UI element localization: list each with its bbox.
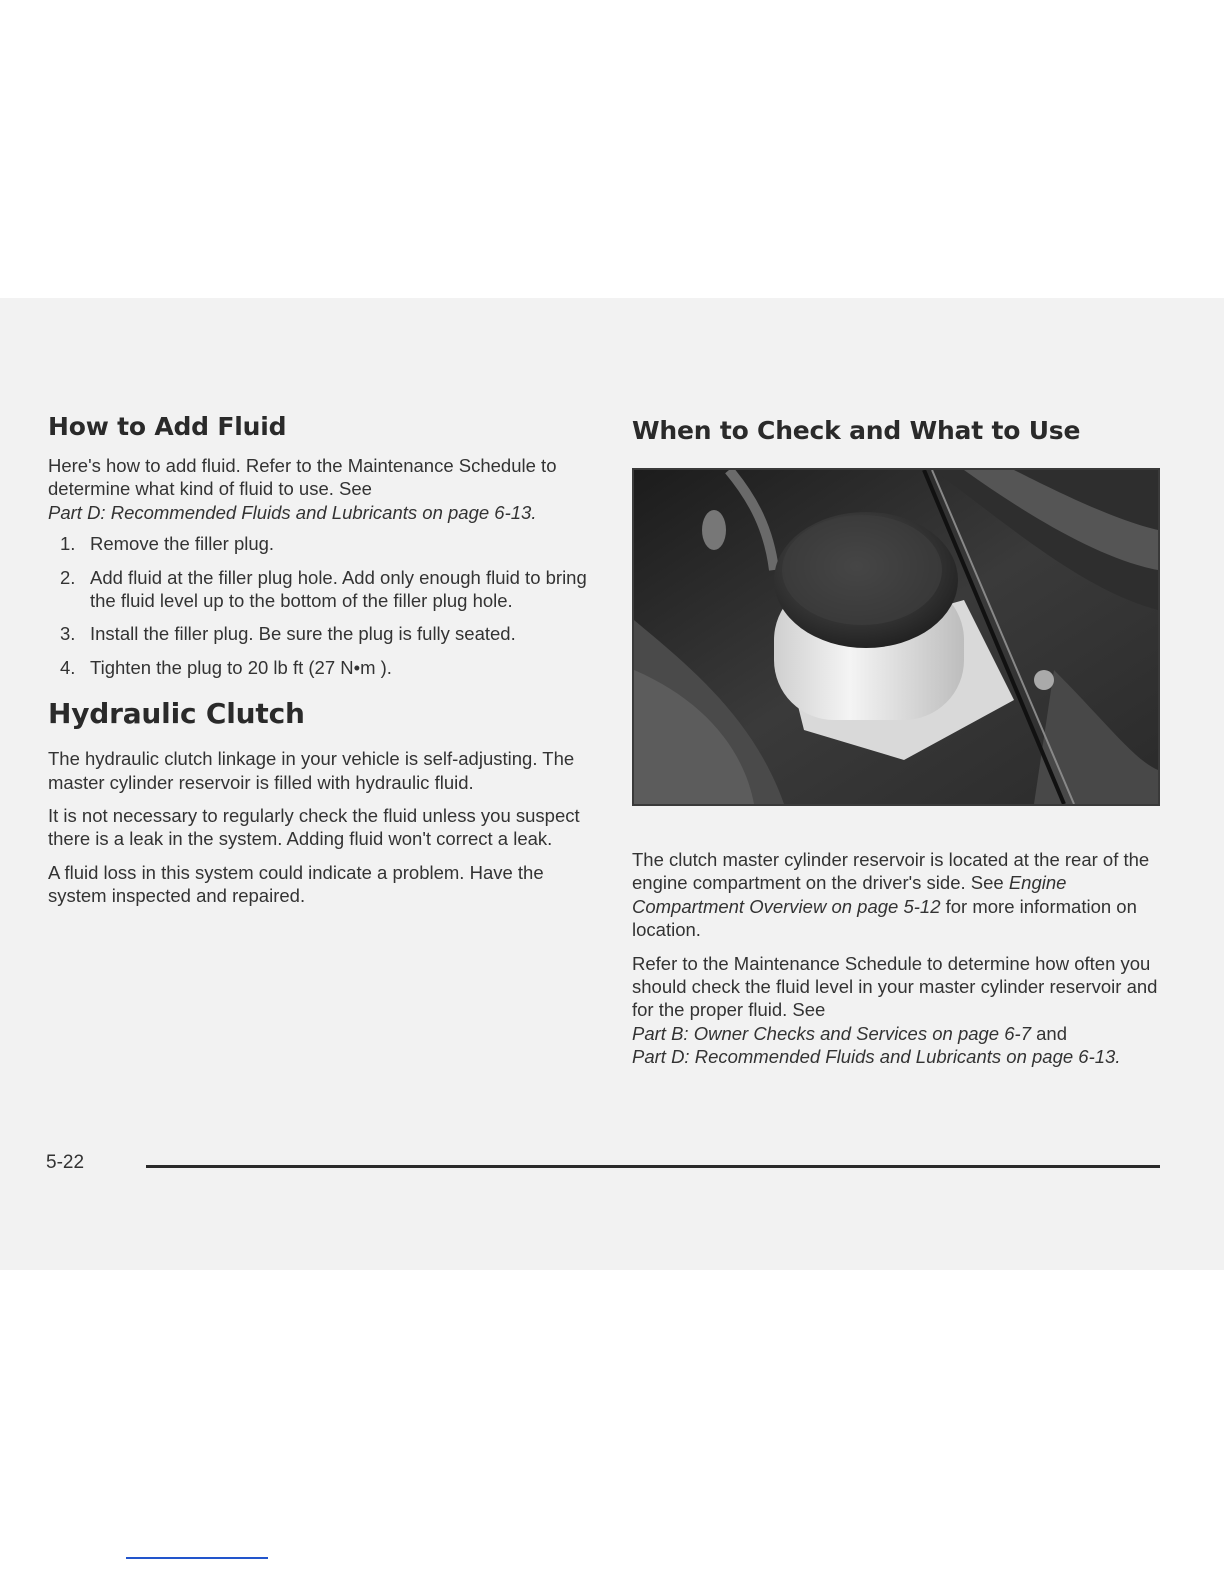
add-fluid-steps — [48, 532, 593, 679]
add-fluid-intro — [48, 454, 593, 524]
location-tail: for more information on location. — [632, 895, 1137, 941]
footer-rule — [146, 1165, 1160, 1168]
right-column — [632, 414, 1172, 1069]
step-number: 2. — [60, 566, 76, 588]
step-number: 1. — [60, 533, 76, 555]
when-to-check-heading: When to Check and What to Use — [632, 416, 1081, 445]
add-fluid-intro-reference: Part D: Recommended Fluids and Lubricants on page 6-13. — [48, 501, 537, 523]
add-fluid-heading: How to Add Fluid — [48, 412, 287, 441]
left-column — [48, 410, 593, 908]
step-text: Add fluid at the filler plug hole. Add only enough fluid to bring the fluid level up to the bottom of the filler plug hole. — [90, 566, 587, 612]
step-item — [48, 566, 593, 613]
step-number: 3. — [60, 623, 76, 645]
schedule-paragraph — [632, 952, 1172, 1069]
blue-underline — [126, 1557, 268, 1559]
step-text: Install the filler plug. Be sure the plug is fully seated. — [90, 623, 516, 645]
schedule-and: and — [1036, 1022, 1067, 1044]
step-text: Tighten the plug to 20 lb ft (27 N•m ). — [90, 656, 392, 678]
clutch-paragraph-2: It is not necessary to regularly check the fluid unless you suspect there is a leak in the system. Adding fluid won't correct a leak. — [48, 805, 580, 850]
location-text: The clutch master cylinder reservoir is located at the rear of the engine compartment on the driver's side. See — [632, 849, 1150, 894]
step-text: Remove the filler plug. — [90, 533, 275, 555]
clutch-paragraph-1: The hydraulic clutch linkage in your vehicle is self-adjusting. The master cylinder reservoir is filled with hydraulic fluid. — [48, 748, 575, 793]
add-fluid-intro-text: Here's how to add fluid. Refer to the Maintenance Schedule to determine what kind of fluid to use. See — [48, 455, 557, 500]
location-paragraph — [632, 848, 1172, 942]
hydraulic-clutch-heading: Hydraulic Clutch — [48, 697, 305, 731]
step-number: 4. — [60, 656, 76, 678]
page-number: 5-22 — [46, 1152, 85, 1173]
clutch-paragraph-3: A fluid loss in this system could indicate a problem. Have the system inspected and repaired. — [48, 861, 544, 907]
schedule-reference-1: Part B: Owner Checks and Services on page 6-7 — [632, 1022, 1031, 1044]
reservoir-photo — [632, 468, 1160, 806]
step-item — [48, 656, 593, 679]
step-item — [48, 622, 593, 645]
location-reference: Engine Compartment Overview on page 5-12 — [632, 872, 1067, 917]
clutch-reservoir-illustration — [634, 470, 1158, 804]
schedule-text: Refer to the Maintenance Schedule to determine how often you should check the fluid level in your master cylinder reservoir and for the proper fluid. See — [632, 952, 1158, 1021]
step-item — [48, 532, 593, 555]
schedule-reference-2: Part D: Recommended Fluids and Lubricants on page 6-13. — [632, 1046, 1121, 1068]
